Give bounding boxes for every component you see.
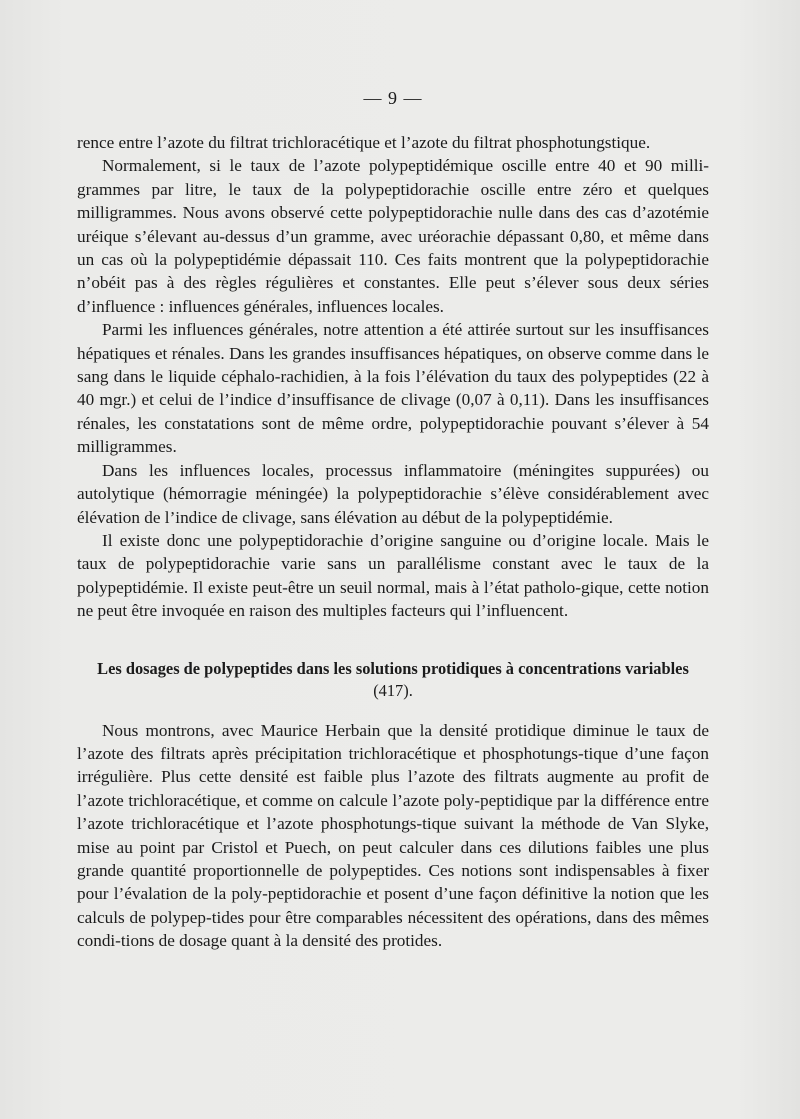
section-reference: (417). — [373, 680, 413, 700]
paragraph-conclusion: Il existe donc une polypeptidorachie d’origine sanguine ou d’origine locale. Mais le taux de polypeptidorachie varie sans un parallélisme constant avec le taux de la polypeptidémie. Il existe peut-être un seuil normal, mais à l’état patholo-gique, cette notion ne peut être invoquée en raison des multiples facteurs qui l’influencent. — [77, 530, 709, 621]
paragraph-local-influences: Dans les influences locales, processus inflammatoire (méningites suppurées) ou autolytique (hémorragie méningée) la polypeptidorachie s’élève considérablement avec élévation de l’indice de clivage, sans élévation au début de la polypeptidémie. — [77, 460, 709, 527]
section-title: Les dosages de polypeptides dans les solutions protidiques à concentrations variables — [97, 658, 689, 678]
section-body-paragraph: Nous montrons, avec Maurice Herbain que la densité protidique diminue le taux de l’azote des filtrats après précipitation trichloracétique et phosphotungs-tique d’une façon irrégulière. Plus cette densité est faible plus l’azote des filtrats augmente au profit de l’azote trichloracétique, et comme on calcule l’azote poly-peptidique par la différence entre l’azote trichloracétique et l’azote phosphotungs-tique suivant la méthode de Van Slyke, mise au point par Cristol et Puech, on peut calculer dans ces dilutions faibles une plus grande quantité proportionnelle de polypeptides. Ces notions sont indispensables à fixer pour l’évalation de la poly-peptidorachie et posent d’une façon définitive la notion que les calculs de polypep-tides pour être comparables nécessitent des opérations, dans des mêmes condi-tions de dosage quant à la densité des protides. — [77, 720, 709, 951]
paragraph-general-influences: Parmi les influences générales, notre attention a été attirée surtout sur les insuffisances hépatiques et rénales. Dans les grandes insuffisances hépatiques, on observe comme dans le sang dans le liquide céphalo-rachidien, à la fois l’élévation du taux des polypeptides (22 à 40 mgr.) et celui de l’indice d’insuffisance de clivage (0,07 à 0,11). Dans les insuffisances rénales, les constatations sont de même ordre, polypeptidorachie pouvant s’élever à 54 milligrammes. — [77, 320, 709, 457]
section-heading — [77, 658, 709, 702]
page-number: — 9 — — [363, 88, 423, 108]
paragraph-continuation: rence entre l’azote du filtrat trichloracétique et l’azote du filtrat phosphotungstique. — [77, 133, 651, 152]
paragraph-normal-values: Normalement, si le taux de l’azote polypeptidémique oscille entre 40 et 90 milli-grammes par litre, le taux de la polypeptidorachie oscille entre zéro et quelques milligrammes. Nous avons observé cette polypeptidorachie nulle dans des cas d’azotémie uréique s’élevant au-dessus d’un gramme, avec uréorachie dépassant 0,80, et même dans un cas où la polypeptidémie dépassait 110. Ces faits montrent que la polypeptidorachie n’obéit pas à des règles régulières et constantes. Elle peut s’élever sous deux séries d’influence : influences générales, influences locales. — [77, 156, 709, 316]
